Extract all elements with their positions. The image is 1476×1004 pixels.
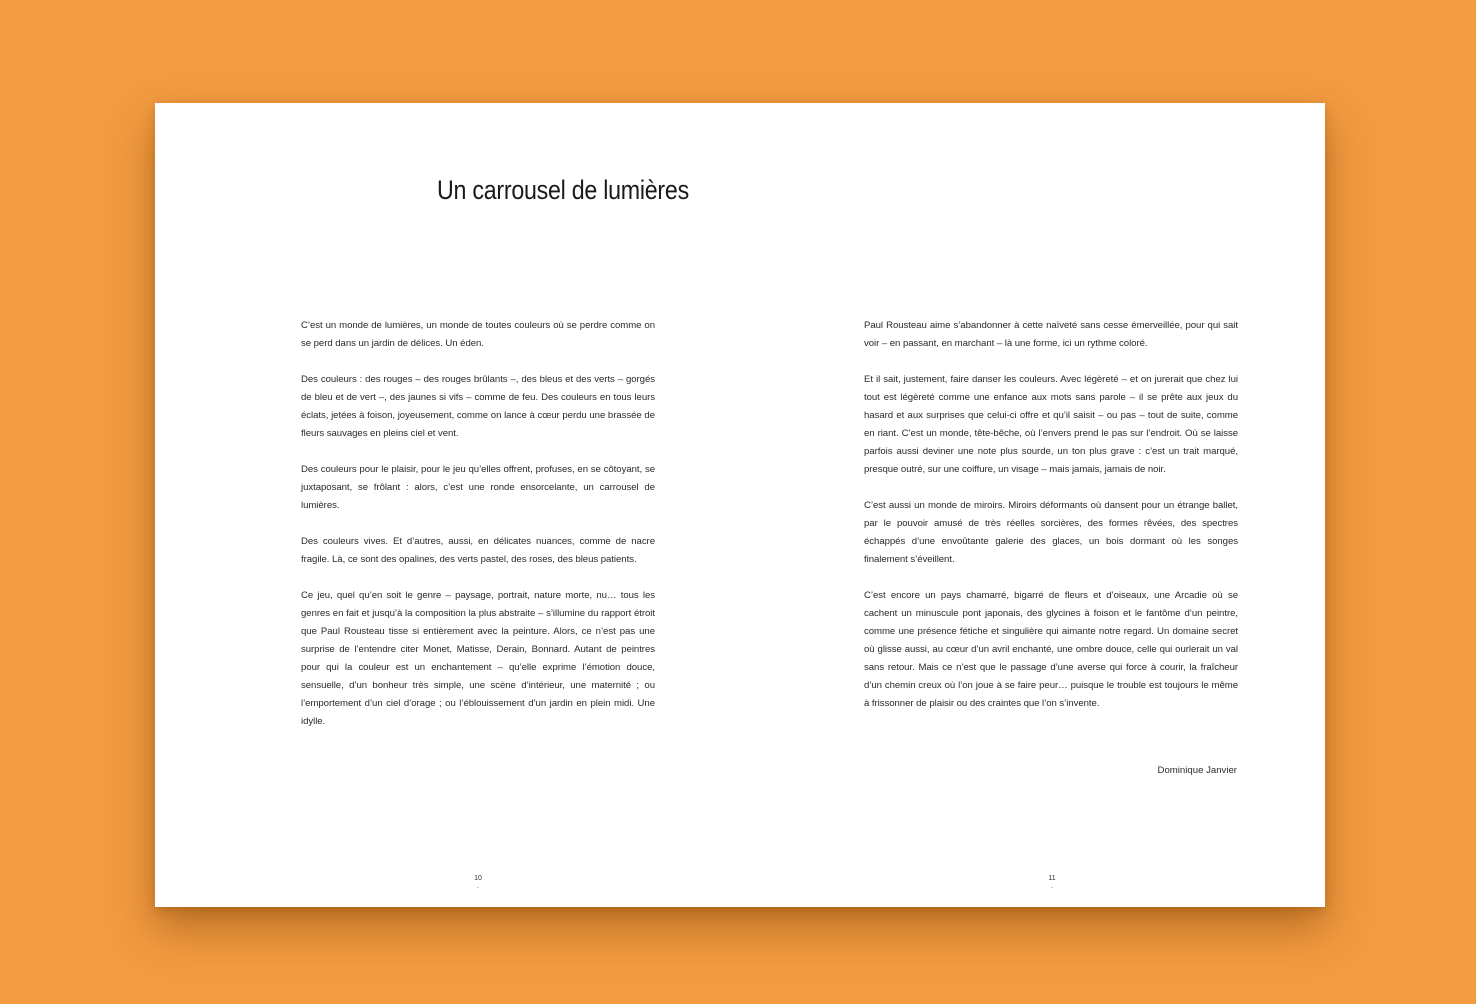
author-signature: Dominique Janvier: [1157, 765, 1237, 776]
paragraph: C’est encore un pays chamarré, bigarré de fleurs et d’oiseaux, une Arcadie où se cachent un minuscule pont japonais, des glycines à foison et le fantôme d’un peintre, comme une présence fétiche et singulière qui aimante notre regard. Un domaine secret où glisse aussi, au cœur d’un avril enchanté, une ombre douce, celle qui ourlerait un val sans retour. Mais ce n’est que le passage d’une averse qui force à courir, la fraîcheur d’un chemin creux où l’on joue à se faire peur… puisque le trouble est toujours le même à frissonner de plaisir ou des craintes que l’on s’invente.: [864, 590, 1238, 709]
paragraph: Paul Rousteau aime s’abandonner à cette naïveté sans cesse émerveillée, pour qui sait voir – en passant, en marchant – là une forme, ici un rythme coloré.: [864, 320, 1238, 349]
paragraph: C’est aussi un monde de miroirs. Miroirs déformants où dansent pour un étrange ballet, par le pouvoir amusé de très réelles sorcières, des formes rêvées, des spectres échappés d’une envoûtante galerie des glaces, un bois dormant où les songes finalement s’éveillent.: [864, 500, 1238, 565]
left-page-column: [301, 317, 655, 749]
paragraph: Ce jeu, quel qu’en soit le genre – paysage, portrait, nature morte, nu… tous les genres en fait et jusqu’à la composition la plus abstraite – s’illumine du rapport étroit que Paul Rousteau tisse si entièrement avec la peinture. Alors, ce n’est pas une surprise de l’entendre citer Monet, Matisse, Derain, Bonnard. Autant de peintres pour qui la couleur est un enchantement – qu’elle exprime l’émotion douce, sensuelle, d’un bonheur très simple, une scène d’intérieur, une maternité ; ou l’emportement d’un ciel d’orage ; ou l’éblouissement d’un jardin en plein midi. Une idylle.: [301, 590, 655, 727]
page-number-left: [463, 874, 493, 890]
paragraph: C’est un monde de lumières, un monde de toutes couleurs où se perdre comme on se perd dans un jardin de délices. Un éden.: [301, 320, 655, 349]
paragraph: Des couleurs vives. Et d’autres, aussi, en délicates nuances, comme de nacre fragile. Là, ce sont des opalines, des verts pastel, des roses, des bleus patients.: [301, 536, 655, 565]
page-number-left-value: 10: [474, 875, 482, 882]
right-page-column: [864, 317, 1238, 731]
paragraph: Des couleurs : des rouges – des rouges brûlants –, des bleus et des verts – gorgés de bleu et de vert –, des jaunes si vifs – comme de feu. Des couleurs en tous leurs éclats, jetées à foison, joyeusement, comme on lance à cœur perdu une brassée de fleurs sauvages en pleins ciel et vent.: [301, 374, 655, 439]
page-number-right-value: 11: [1048, 875, 1056, 882]
paragraph: Et il sait, justement, faire danser les couleurs. Avec légèreté – et on jurerait que chez lui tout est légèreté comme une enfance aux mots sans parole – il se prête aux jeux du hasard et aux surprises que celui-ci offre et qu’il saisit – ou pas – tout de suite, comme en riant. C’est un monde, tête-bêche, où l’envers prend le pas sur l’endroit. Où se laisse parfois aussi deviner une note plus sourde, un ton plus grave : c’est un trait marqué, presque outré, sur une coiffure, un visage – mais jamais, jamais de noir.: [864, 374, 1238, 475]
paragraph: Des couleurs pour le plaisir, pour le jeu qu’elles offrent, profuses, en se côtoyant, se juxtaposant, se frôlant : alors, c’est une ronde ensorcelante, un carrousel de lumières.: [301, 464, 655, 511]
page-number-right: [1037, 874, 1067, 890]
folio-mark-right: .: [1051, 883, 1053, 890]
folio-mark-left: .: [477, 883, 479, 890]
book-spread: [155, 103, 1325, 907]
page-title: Un carrousel de lumières: [437, 175, 689, 205]
